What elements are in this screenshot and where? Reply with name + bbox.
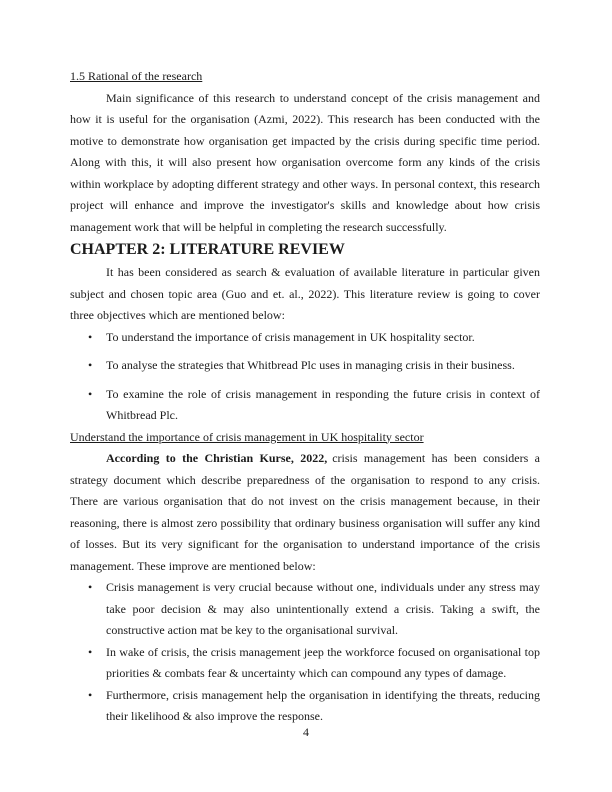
list-item: • Furthermore, crisis management help the organisation in identifying the threats, reducing their likelihood & also improve the response. bbox=[106, 685, 540, 728]
list-item: • In wake of crisis, the crisis management jeep the workforce focused on organisational top priorities & combats fear & uncertainty which can compound any types of damage. bbox=[106, 642, 540, 685]
page-number: 4 bbox=[303, 725, 309, 739]
paragraph-importance-text: crisis management has been considers a strategy document which describe preparedness of the organisation to respond to any crisis. There are various organisation that do not invest on the crisis management because, in their reasoning, there is almost zero possibility that ordinary business organisation will suffer any kind of losses. But its very significant for the organisation to understand importance of the crisis management. These improve are mentioned below: bbox=[70, 451, 541, 573]
section-heading-rational: 1.5 Rational of the research bbox=[70, 69, 203, 83]
benefits-list bbox=[70, 577, 540, 728]
list-item: • Crisis management is very crucial because without one, individuals under any stress may take poor decision & may also unintentionally extend a crisis. Taking a swift, the constructive action mat be key to the organisational survival. bbox=[106, 577, 540, 642]
objectives-list bbox=[70, 327, 540, 427]
list-item: • To understand the importance of crisis management in UK hospitality sector. bbox=[106, 327, 540, 349]
section-heading-importance: Understand the importance of crisis management in UK hospitality sector bbox=[70, 429, 424, 444]
list-item: • To examine the role of crisis management in responding the future crisis in context of Whitbread Plc. bbox=[106, 384, 540, 427]
list-item: • To analyse the strategies that Whitbread Plc uses in managing crisis in their business. bbox=[106, 355, 540, 377]
paragraph-importance bbox=[70, 448, 540, 577]
chapter-2-title: CHAPTER 2: LITERATURE REVIEW bbox=[70, 241, 345, 258]
paragraph-literature-intro: It has been considered as search & evaluation of available literature in particular given subject and chosen topic area (Guo and et. al., 2022). This literature review is going to cover three objectives which are mentioned below: bbox=[70, 265, 540, 322]
paragraph-rational: Main significance of this research to understand concept of the crisis management and how it is useful for the organisation (Azmi, 2022). This research has been conducted with the motive to demonstrate how organisation get impacted by the crisis during specific time period. Along with this, it will also present how organisation overcome form any kinds of the crisis within workplace by adopting different strategy and other ways. In personal context, this research project will enhance and improve the investigator's skills and knowledge about how crisis management work that will be helpful in completing the research successfully. bbox=[70, 90, 540, 234]
citation-lead-bold: According to the Christian Kurse, 2022, bbox=[106, 451, 328, 465]
